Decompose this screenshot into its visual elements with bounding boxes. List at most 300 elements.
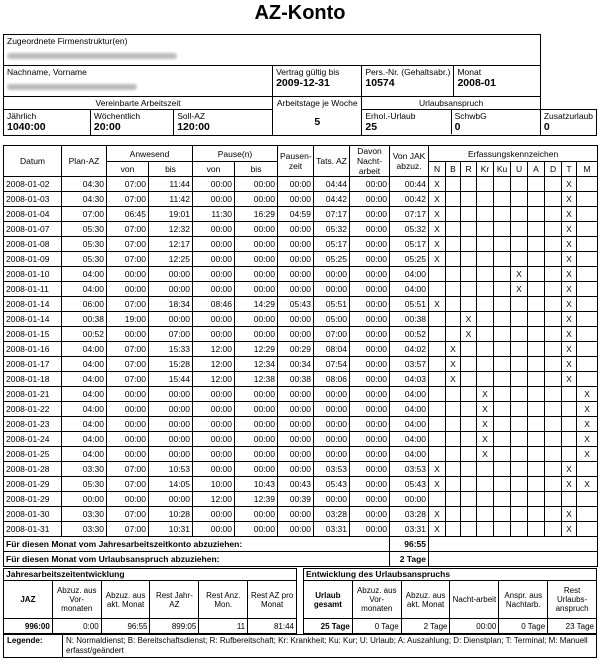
cell-pz: 00:00 xyxy=(278,417,314,432)
cell-flag: X xyxy=(429,192,446,207)
cell-pb: 00:00 xyxy=(235,252,278,267)
cell-p: 04:00 xyxy=(62,267,107,282)
cell-flag xyxy=(494,237,511,252)
legend-text: N: Normaldienst; B: Bereitschaftsdienst; R: Rufbereitschaft; Kr: Krankheit; Ku: Kur; U: Urlaub; A: Auszahlung; D: Dienstplan; T: Terminal; M: Manuell erfasst/geändert xyxy=(63,635,597,658)
cell-flag xyxy=(446,432,461,447)
cell-flag xyxy=(477,207,494,222)
cell-flag xyxy=(494,192,511,207)
cell-vj: 04:00 xyxy=(390,282,429,297)
cell-flag xyxy=(494,522,511,537)
cell-ta: 03:31 xyxy=(314,522,350,537)
cell-av: 07:00 xyxy=(107,342,149,357)
jaz-h-5: Rest AZ pro Monat xyxy=(248,581,297,619)
cell-flag xyxy=(528,492,545,507)
cell-flag xyxy=(545,267,562,282)
cell-pv: 00:00 xyxy=(193,327,235,342)
erhol-cell: Erhol.-Urlaub 25 xyxy=(362,110,451,134)
cell-flag xyxy=(429,387,446,402)
cell-flag xyxy=(577,462,598,477)
jaz-v-2: 96:55 xyxy=(101,619,150,634)
cell-flag xyxy=(477,342,494,357)
cell-flag xyxy=(577,252,598,267)
cell-flag xyxy=(528,387,545,402)
cell-flag xyxy=(545,312,562,327)
cell-flag xyxy=(446,447,461,462)
urlaub-v-4: 0 Tage xyxy=(499,619,548,634)
jaz-h-2: Abzuz. aus akt. Monat xyxy=(101,581,150,619)
cell-flag: X xyxy=(577,387,598,402)
legend-table xyxy=(3,634,597,658)
firmenstruktur-label: Zugeordnete Firmenstruktur(en) xyxy=(7,36,128,46)
cell-pb: 00:00 xyxy=(235,327,278,342)
cell-pv: 00:00 xyxy=(193,282,235,297)
cell-flag xyxy=(528,267,545,282)
cell-av: 07:00 xyxy=(107,192,149,207)
cell-flag: X xyxy=(429,252,446,267)
cell-flag: X xyxy=(562,207,577,222)
cell-pb: 00:00 xyxy=(235,432,278,447)
cell-flag xyxy=(461,357,477,372)
col-pausenzeit: Pausen-zeit xyxy=(278,146,314,177)
cell-flag xyxy=(511,207,528,222)
cell-p: 04:00 xyxy=(62,417,107,432)
cell-flag: X xyxy=(477,417,494,432)
cell-ta: 00:00 xyxy=(314,492,350,507)
cell-pb: 00:00 xyxy=(235,402,278,417)
cell-p: 03:30 xyxy=(62,522,107,537)
cell-p: 06:00 xyxy=(62,297,107,312)
cell-ta: 00:00 xyxy=(314,447,350,462)
cell-vj: 03:57 xyxy=(390,357,429,372)
col-flag-0: N xyxy=(429,162,446,177)
cell-ta: 05:51 xyxy=(314,297,350,312)
cell-flag xyxy=(511,447,528,462)
cell-p: 05:30 xyxy=(62,237,107,252)
cell-flag xyxy=(528,237,545,252)
cell-ab: 15:33 xyxy=(149,342,193,357)
cell-p: 04:30 xyxy=(62,177,107,192)
cell-ab: 10:31 xyxy=(149,522,193,537)
cell-ab: 14:05 xyxy=(149,477,193,492)
table-row xyxy=(4,492,598,507)
cell-ta: 03:28 xyxy=(314,507,350,522)
urlaub-table xyxy=(303,568,597,634)
summary-jak-value: 96:55 xyxy=(390,537,429,552)
cell-flag xyxy=(477,252,494,267)
cell-d: 2008-01-09 xyxy=(4,252,62,267)
cell-na: 00:00 xyxy=(350,447,390,462)
cell-av: 07:00 xyxy=(107,297,149,312)
cell-flag: X xyxy=(577,477,598,492)
table-row xyxy=(4,462,598,477)
cell-flag xyxy=(528,462,545,477)
cell-flag xyxy=(545,357,562,372)
cell-d: 2008-01-29 xyxy=(4,477,62,492)
cell-d: 2008-01-17 xyxy=(4,357,62,372)
cell-flag xyxy=(545,237,562,252)
cell-pz: 00:00 xyxy=(278,432,314,447)
cell-pb: 00:00 xyxy=(235,267,278,282)
cell-ta: 04:42 xyxy=(314,192,350,207)
cell-av: 07:00 xyxy=(107,507,149,522)
cell-flag xyxy=(494,387,511,402)
cell-flag xyxy=(429,372,446,387)
cell-ab: 00:00 xyxy=(149,447,193,462)
cell-flag xyxy=(494,492,511,507)
cell-flag xyxy=(429,267,446,282)
jaz-v-5: 81:44 xyxy=(248,619,297,634)
table-row xyxy=(4,342,598,357)
cell-ab: 12:17 xyxy=(149,237,193,252)
cell-flag xyxy=(545,477,562,492)
cell-d: 2008-01-23 xyxy=(4,417,62,432)
cell-pv: 00:00 xyxy=(193,507,235,522)
cell-na: 00:00 xyxy=(350,492,390,507)
cell-flag xyxy=(545,327,562,342)
cell-flag: X xyxy=(429,222,446,237)
jaz-h-4: Rest Anz. Mon. xyxy=(199,581,248,619)
cell-flag xyxy=(494,402,511,417)
cell-na: 00:00 xyxy=(350,207,390,222)
cell-ab: 00:00 xyxy=(149,387,193,402)
col-flag-5: U xyxy=(511,162,528,177)
cell-pz: 00:00 xyxy=(278,192,314,207)
cell-vj: 05:25 xyxy=(390,252,429,267)
cell-ab: 00:00 xyxy=(149,432,193,447)
cell-pv: 00:00 xyxy=(193,192,235,207)
cell-pv: 11:30 xyxy=(193,207,235,222)
cell-pz: 00:34 xyxy=(278,357,314,372)
cell-p: 04:00 xyxy=(62,372,107,387)
cell-pv: 00:00 xyxy=(193,222,235,237)
cell-flag xyxy=(494,507,511,522)
cell-flag xyxy=(528,342,545,357)
cell-av: 00:00 xyxy=(107,417,149,432)
cell-flag: X xyxy=(446,357,461,372)
table-row xyxy=(4,297,598,312)
cell-ab: 10:53 xyxy=(149,462,193,477)
cell-flag xyxy=(494,462,511,477)
cell-vj: 04:03 xyxy=(390,372,429,387)
urlaub-h-4: Anspr. aus Nachtarb. xyxy=(499,581,548,619)
cell-flag xyxy=(511,252,528,267)
cell-flag xyxy=(528,447,545,462)
cell-pz: 00:00 xyxy=(278,282,314,297)
urlaub-title: Entwicklung des Urlaubsanspruchs xyxy=(304,569,597,581)
cell-flag xyxy=(562,447,577,462)
sollaz-cell: Soll-AZ 120:00 xyxy=(174,110,273,136)
cell-ab: 19:01 xyxy=(149,207,193,222)
cell-pb: 00:00 xyxy=(235,507,278,522)
cell-flag xyxy=(461,387,477,402)
cell-flag xyxy=(545,192,562,207)
cell-pz: 00:29 xyxy=(278,342,314,357)
persnr-cell xyxy=(362,66,454,97)
cell-vj: 00:44 xyxy=(390,177,429,192)
cell-ab: 15:28 xyxy=(149,357,193,372)
cell-pv: 00:00 xyxy=(193,267,235,282)
cell-d: 2008-01-18 xyxy=(4,372,62,387)
cell-p: 03:30 xyxy=(62,507,107,522)
cell-pb: 14:29 xyxy=(235,297,278,312)
col-anwesend-von: von xyxy=(107,162,149,177)
cell-vj: 04:00 xyxy=(390,447,429,462)
cell-na: 00:00 xyxy=(350,237,390,252)
cell-flag xyxy=(494,252,511,267)
jaz-h-3: Rest Jahr-AZ xyxy=(150,581,199,619)
cell-av: 07:00 xyxy=(107,357,149,372)
cell-flag xyxy=(511,312,528,327)
cell-ab: 00:00 xyxy=(149,282,193,297)
cell-na: 00:00 xyxy=(350,192,390,207)
cell-flag xyxy=(446,387,461,402)
cell-na: 00:00 xyxy=(350,402,390,417)
cell-flag xyxy=(562,432,577,447)
vertrag-value: 2009-12-31 xyxy=(276,77,330,89)
cell-flag xyxy=(528,207,545,222)
cell-vj: 00:52 xyxy=(390,327,429,342)
cell-flag xyxy=(545,492,562,507)
cell-flag: X xyxy=(562,237,577,252)
cell-vj: 05:17 xyxy=(390,237,429,252)
cell-flag xyxy=(511,357,528,372)
cell-flag xyxy=(429,402,446,417)
cell-flag: X xyxy=(562,357,577,372)
cell-flag: X xyxy=(562,267,577,282)
cell-ab: 00:00 xyxy=(149,417,193,432)
cell-p: 05:30 xyxy=(62,477,107,492)
vereinbarte-heading: Vereinbarte Arbeitszeit xyxy=(4,97,273,110)
cell-flag xyxy=(577,357,598,372)
cell-p: 00:52 xyxy=(62,327,107,342)
cell-flag xyxy=(429,447,446,462)
cell-flag xyxy=(494,222,511,237)
col-pause-bis: bis xyxy=(235,162,278,177)
col-flag-9: M xyxy=(577,162,598,177)
cell-flag xyxy=(461,252,477,267)
cell-flag xyxy=(511,432,528,447)
jaz-title: Jahresarbeitszeitentwicklung xyxy=(4,569,297,581)
cell-flag: X xyxy=(562,222,577,237)
cell-d: 2008-01-08 xyxy=(4,237,62,252)
cell-flag xyxy=(494,432,511,447)
schwbg-cell: SchwbG 0 xyxy=(451,110,540,134)
cell-pz: 00:43 xyxy=(278,477,314,492)
cell-flag xyxy=(461,462,477,477)
cell-vj: 04:00 xyxy=(390,267,429,282)
cell-vj: 00:00 xyxy=(390,492,429,507)
cell-flag xyxy=(545,297,562,312)
cell-flag xyxy=(511,417,528,432)
cell-av: 19:00 xyxy=(107,312,149,327)
cell-flag xyxy=(477,312,494,327)
col-tats-az: Tats. AZ xyxy=(314,146,350,177)
cell-flag xyxy=(446,192,461,207)
cell-av: 07:00 xyxy=(107,372,149,387)
jaz-table xyxy=(3,568,297,634)
cell-flag xyxy=(446,222,461,237)
cell-flag xyxy=(446,252,461,267)
cell-flag xyxy=(446,207,461,222)
cell-p: 04:00 xyxy=(62,282,107,297)
cell-flag xyxy=(511,327,528,342)
cell-flag xyxy=(494,342,511,357)
cell-flag: X xyxy=(562,192,577,207)
cell-flag xyxy=(446,327,461,342)
cell-d: 2008-01-22 xyxy=(4,402,62,417)
urlaub-h-1: Abzuz. aus Vor-monaten xyxy=(352,581,401,619)
cell-flag xyxy=(545,177,562,192)
cell-p: 00:00 xyxy=(62,492,107,507)
table-row xyxy=(4,177,598,192)
cell-ta: 08:06 xyxy=(314,372,350,387)
cell-ta: 08:04 xyxy=(314,342,350,357)
cell-na: 00:00 xyxy=(350,297,390,312)
arbeitstage-cell xyxy=(273,97,362,136)
cell-flag xyxy=(494,372,511,387)
cell-av: 07:00 xyxy=(107,252,149,267)
cell-pv: 00:00 xyxy=(193,402,235,417)
cell-flag xyxy=(545,282,562,297)
cell-flag xyxy=(562,402,577,417)
time-table xyxy=(3,145,598,567)
cell-flag xyxy=(545,372,562,387)
cell-na: 00:00 xyxy=(350,342,390,357)
col-anwesend-bis: bis xyxy=(149,162,193,177)
cell-flag xyxy=(429,327,446,342)
cell-vj: 07:17 xyxy=(390,207,429,222)
cell-flag xyxy=(461,192,477,207)
woechentlich-value: 20:00 xyxy=(93,121,121,133)
table-row xyxy=(4,402,598,417)
cell-flag xyxy=(577,327,598,342)
cell-av: 07:00 xyxy=(107,237,149,252)
urlaub-v-2: 2 Tage xyxy=(401,619,450,634)
cell-flag xyxy=(545,522,562,537)
jaehrlich-cell: Jährlich 1040:00 xyxy=(4,110,91,136)
cell-pz: 00:00 xyxy=(278,327,314,342)
cell-flag: X xyxy=(461,327,477,342)
col-flag-2: R xyxy=(461,162,477,177)
redacted-firmenstruktur xyxy=(7,53,177,59)
cell-flag: X xyxy=(562,477,577,492)
cell-flag xyxy=(494,312,511,327)
cell-av: 00:00 xyxy=(107,432,149,447)
cell-d: 2008-01-25 xyxy=(4,447,62,462)
cell-pv: 00:00 xyxy=(193,252,235,267)
name-label: Nachname, Vorname xyxy=(7,67,87,77)
cell-ta: 00:00 xyxy=(314,432,350,447)
cell-flag xyxy=(545,432,562,447)
cell-p: 04:00 xyxy=(62,447,107,462)
cell-p: 05:30 xyxy=(62,252,107,267)
cell-ta: 00:00 xyxy=(314,402,350,417)
cell-pz: 00:00 xyxy=(278,252,314,267)
cell-flag xyxy=(461,342,477,357)
cell-flag xyxy=(528,417,545,432)
cell-flag xyxy=(477,222,494,237)
cell-flag xyxy=(577,492,598,507)
cell-pz: 00:00 xyxy=(278,177,314,192)
page-title: AZ-Konto xyxy=(254,2,346,24)
firmenstruktur-cell xyxy=(4,35,541,66)
cell-d: 2008-01-31 xyxy=(4,522,62,537)
monat-cell xyxy=(454,66,540,97)
cell-ta: 05:25 xyxy=(314,252,350,267)
cell-flag xyxy=(477,507,494,522)
cell-flag xyxy=(545,417,562,432)
cell-ta: 04:44 xyxy=(314,177,350,192)
cell-flag xyxy=(446,282,461,297)
urlaub-v-5: 23 Tage xyxy=(548,619,597,634)
cell-flag xyxy=(545,252,562,267)
cell-flag: X xyxy=(446,372,461,387)
cell-flag xyxy=(494,207,511,222)
table-row xyxy=(4,417,598,432)
cell-flag xyxy=(429,417,446,432)
cell-pv: 00:00 xyxy=(193,522,235,537)
cell-pb: 12:34 xyxy=(235,357,278,372)
cell-pz: 00:38 xyxy=(278,372,314,387)
cell-vj: 03:28 xyxy=(390,507,429,522)
vertrag-label: Vertrag gültig bis xyxy=(276,67,340,77)
cell-flag: X xyxy=(511,267,528,282)
cell-flag: X xyxy=(562,282,577,297)
table-row xyxy=(4,282,598,297)
cell-flag xyxy=(461,372,477,387)
cell-pz: 00:00 xyxy=(278,312,314,327)
cell-av: 00:00 xyxy=(107,447,149,462)
cell-flag: X xyxy=(461,312,477,327)
cell-flag xyxy=(511,387,528,402)
cell-flag xyxy=(511,192,528,207)
urlaub-h-3: Nacht-arbeit xyxy=(450,581,499,619)
cell-flag: X xyxy=(477,432,494,447)
cell-flag xyxy=(528,282,545,297)
cell-vj: 04:00 xyxy=(390,417,429,432)
cell-vj: 05:51 xyxy=(390,297,429,312)
cell-flag xyxy=(511,297,528,312)
cell-p: 03:30 xyxy=(62,462,107,477)
zusatz-value: 0 xyxy=(543,121,550,133)
cell-d: 2008-01-11 xyxy=(4,282,62,297)
arbeitstage-label: Arbeitstage je Woche xyxy=(276,98,358,108)
cell-p: 05:30 xyxy=(62,222,107,237)
cell-flag xyxy=(477,192,494,207)
cell-flag xyxy=(446,492,461,507)
cell-flag xyxy=(528,357,545,372)
redacted-name xyxy=(7,84,137,90)
cell-pz: 00:00 xyxy=(278,237,314,252)
cell-flag xyxy=(528,222,545,237)
table-row xyxy=(4,267,598,282)
cell-flag xyxy=(511,522,528,537)
cell-pv: 00:00 xyxy=(193,312,235,327)
legend-label: Legende: xyxy=(4,635,63,658)
cell-flag: X xyxy=(562,342,577,357)
col-flag-6: A xyxy=(528,162,545,177)
cell-na: 00:00 xyxy=(350,282,390,297)
cell-pz: 00:00 xyxy=(278,267,314,282)
cell-vj: 04:00 xyxy=(390,402,429,417)
zusatz-cell: Zusatzurlaub 0 xyxy=(540,110,596,136)
cell-flag xyxy=(511,507,528,522)
cell-pz: 00:00 xyxy=(278,462,314,477)
cell-pv: 00:00 xyxy=(193,387,235,402)
cell-flag: X xyxy=(562,522,577,537)
cell-na: 00:00 xyxy=(350,222,390,237)
cell-flag xyxy=(446,522,461,537)
